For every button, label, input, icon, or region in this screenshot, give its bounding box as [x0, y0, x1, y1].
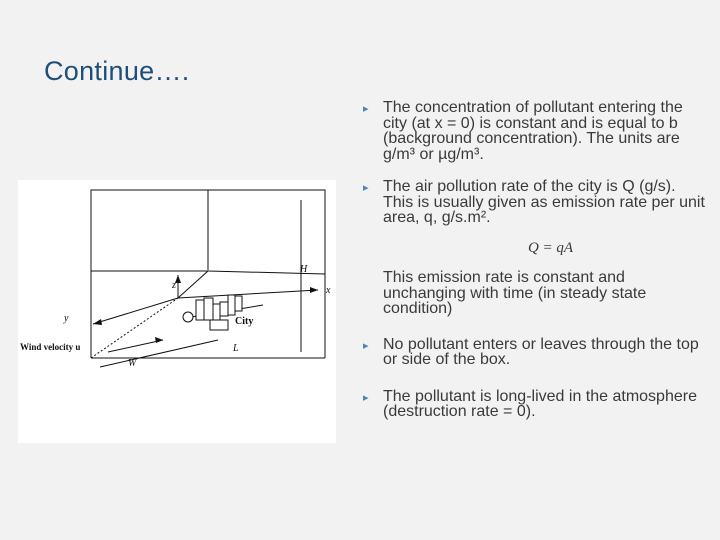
box-model-figure: [18, 180, 336, 443]
hollow-arrow-icon: ▸: [363, 182, 369, 194]
bullet-item: [363, 100, 708, 162]
bullet-text: No pollutant enters or leaves through the top or side of the box.: [383, 335, 699, 368]
axis-label-x: x: [326, 285, 331, 296]
bullet-text: The air pollution rate of the city is Q (g/s). This is usually given as emission rate per unit area, q, g/s.m².: [383, 178, 705, 226]
dimension-label-l: L: [233, 343, 239, 354]
hollow-arrow-icon: ▸: [363, 339, 369, 352]
bullet-item: [363, 389, 708, 420]
hollow-arrow-icon: ▸: [363, 391, 369, 404]
dimension-label-w: W: [128, 358, 137, 369]
bullet-list: [363, 100, 708, 420]
wind-velocity-label: Wind velocity u: [20, 342, 81, 352]
axis-label-y: y: [64, 313, 69, 324]
bullet-text: The concentration of pollutant entering the city (at x = 0) is constant and is equal to b (background concentration). The units are g/m³ or µg/m³.: [383, 99, 683, 163]
axis-label-z: z: [172, 280, 176, 291]
bullet-text: The pollutant is long-lived in the atmosphere (destruction rate = 0).: [383, 387, 697, 420]
city-label: City: [235, 316, 254, 327]
hollow-arrow-icon: ▸: [363, 103, 369, 115]
bullet-item: [363, 337, 708, 368]
paragraph: This emission rate is constant and unchanging with time (in steady state condition): [383, 269, 647, 317]
slide-title: Continue….: [44, 56, 190, 86]
bullet-item: [363, 179, 708, 226]
box-model-diagram: [18, 180, 336, 443]
formula: Q = qA: [527, 239, 574, 256]
dimension-label-h: H: [300, 264, 308, 275]
